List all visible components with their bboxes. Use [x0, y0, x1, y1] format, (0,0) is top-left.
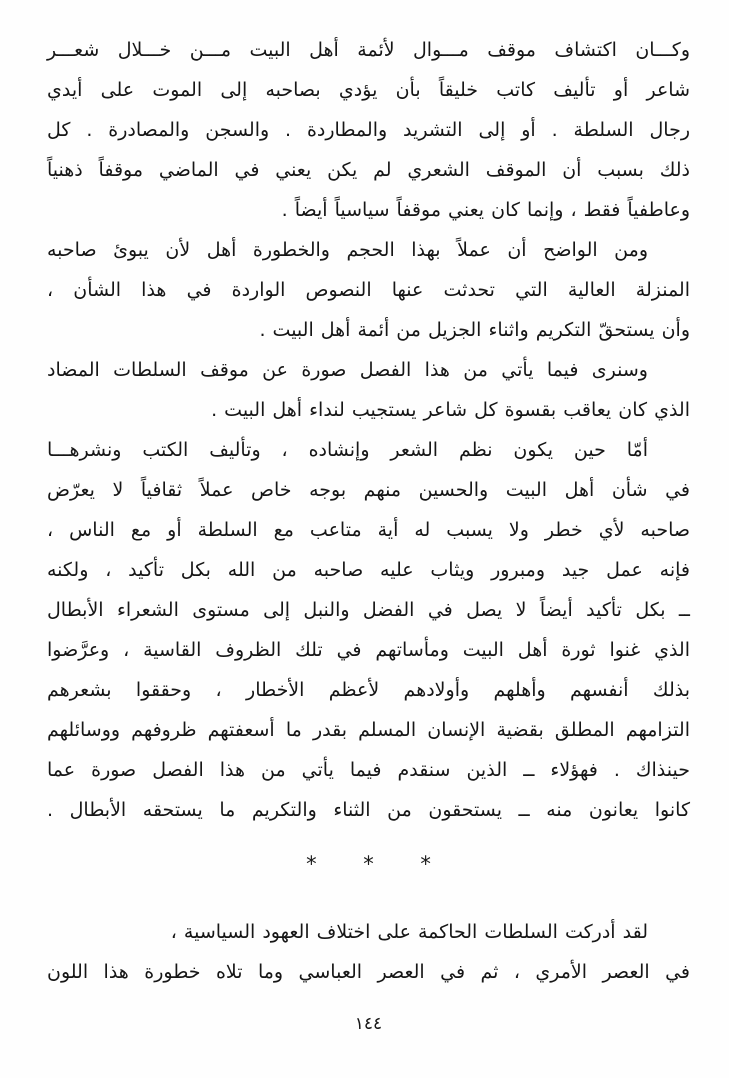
text-line: التزامهم المطلق بقضية الإنسان المسلم بقدر ما أسعفتهم ظروفهم ووسائلهم — [47, 719, 690, 741]
text-line: شاعر أو تأليف كاتب خليقاً بأن يؤدي بصاحبه إلى الموت على أيدي — [47, 79, 690, 101]
text-line: رجال السلطة . أو إلى التشريد والمطاردة . والسجن والمصادرة . كل — [47, 119, 690, 141]
text-line: ــ بكل تأكيد أيضاً لا يصل في الفضل والنبل إلى مستوى الشعراء الأبطال — [47, 599, 690, 621]
text-line: وأن يستحقّ التكريم واثناء الجزيل من أئمة أهل البيت . — [259, 319, 690, 341]
text-line: حينذاك . فهؤلاء ــ الذين سنقدم فيما يأتي من هذا الفصل صورة عما — [47, 759, 690, 781]
text-line: أمّا حين يكون نظم الشعر وإنشاده ، وتأليف الكتب ونشرهـــا — [47, 439, 648, 461]
text-line: بذلك أنفسهم وأهلهم وأولادهم لأعظم الأخطار ، وحققوا بشعرهم — [47, 679, 690, 701]
text-line: في العصر الأمري ، ثم في العصر العباسي وما تلاه خطورة هذا اللون — [47, 961, 690, 983]
page-number: ١٤٤ — [354, 1014, 383, 1034]
text-line: المنزلة العالية التي تحدثت عنها النصوص الواردة في هذا الشأن ، — [47, 279, 690, 301]
text-line: وعاطفياً فقط ، وإنما كان يعني موقفاً سياسياً أيضاً . — [281, 199, 690, 221]
separator-stars-glyphs: * * * — [306, 852, 431, 876]
body-text-section — [47, 30, 690, 830]
text-line: كانوا يعانون منه ــ يستحقون من الثناء والتكريم ما يستحقه الأبطال . — [47, 799, 690, 821]
text-line: صاحبه لأي خطر ولا يسبب له أية متاعب مع السلطة أو مع الناس ، — [47, 519, 690, 541]
text-line: ومن الواضح أن عملاً بهذا الحجم والخطورة أهل لأن يبوئ صاحبه — [47, 239, 648, 261]
text-line: ذلك بسبب أن الموقف الشعري لم يكن يعني في الماضي موقفاً ذهنياً — [47, 159, 690, 181]
text-line: الذي غنوا ثورة أهل البيت ومأساتهم في تلك الظروف القاسية ، وعرَّضوا — [47, 639, 690, 661]
text-line: الذي كان يعاقب بقسوة كل شاعر يستجيب لنداء أهل البيت . — [211, 399, 690, 421]
text-line: فإنه عمل جيد ومبرور ويثاب عليه صاحبه من الله بكل تأكيد ، ولكنه — [47, 559, 690, 581]
continuation-text-section — [47, 912, 690, 992]
text-line: في شأن أهل البيت والحسين منهم بوجه خاص عملاً ثقافياً لا يعرّض — [47, 479, 690, 501]
section-separator — [47, 844, 690, 884]
text-line: وكـــان اكتشاف موقف مـــوال لأئمة أهل البيت مـــن خـــلال شعـــر — [47, 39, 690, 61]
text-line: لقد أدركت السلطات الحاكمة على اختلاف العهود السياسية ، — [170, 921, 648, 943]
text-line: وسنرى فيما يأتي من هذا الفصل صورة عن موقف السلطات المضاد — [47, 359, 648, 381]
